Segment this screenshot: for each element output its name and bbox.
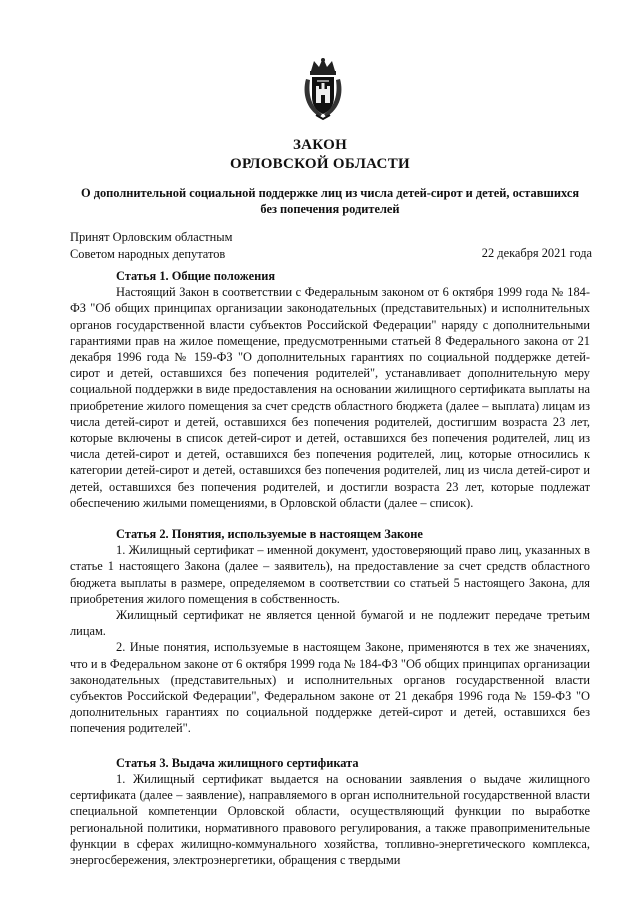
article-2-heading: Статья 2. Понятия, используемые в настоящем Законе [116,527,423,542]
adopted-by-line-1: Принят Орловским областным [70,230,233,244]
article-2-paragraph-1: 1. Жилищный сертификат – именной документ, удостоверяющий право лиц, указанных в статье 1 настоящего Закона (далее – заявитель), на предоставление за счет средств областного бюджета выплаты в размере, определяемом в соответствии со статьей 5 настоящего Закона, для приобретения жилого помещения в собственность. [70,543,590,606]
adoption-date: 22 декабря 2021 года [481,246,592,260]
region-title: ОРЛОВСКОЙ ОБЛАСТИ [230,156,410,172]
law-subject-title: О дополнительной социальной поддержке лиц из числа детей-сирот и детей, оставшихся без попечения родителей [80,186,580,216]
article-2-paragraph-2: Жилищный сертификат не является ценной бумагой и не подлежит передаче третьим лицам. [70,608,590,639]
coat-of-arms-emblem [302,57,344,121]
article-2-paragraph-3: 2. Иные понятия, используемые в настоящем Законе, применяются в тех же значениях, что и в Федеральном законе от 6 октября 1999 года № 184-ФЗ "Об общих принципах организации законодательных (представительных) и исполнительных органов государственной власти субъектов Российской Федерации", Федеральном законе от 21 декабря 1996 года № 159-ФЗ "О дополнительных гарантиях по социальной поддержке детей-сирот и детей, оставшихся без попечения родителей". [70,640,590,736]
article-1-heading: Статья 1. Общие положения [116,269,276,283]
document-type-title: ЗАКОН [292,137,348,153]
article-3-heading: Статья 3. Выдача жилищного сертификата [116,755,359,770]
article-1-paragraph: Настоящий Закон в соответствии с Федеральным законом от 6 октября 1999 года № 184-ФЗ "Об общих принципах организации законодательных (представительных) и исполнительных органов государственной власти субъектов Российской Федерации" наряду с дополнительными гарантиями прав на жилое помещение, предусмотренными статьей 8 Федерального закона от 21 декабря 1996 года № 159-ФЗ "О дополнительных гарантиях по социальной поддержке детей-сирот и детей, оставшихся без попечения родителей", устанавливает дополнительную меру социальной поддержки в виде предоставления на основании жилищного сертификата выплаты на приобретение жилого помещения за счет средств областного бюджета (далее – выплата) лицам из числа детей-сирот и детей, оставшихся без попечения родителей, достигшим возраста 23 лет, которые включены в список детей-сирот и детей, оставшихся без попечения родителей, лиц из числа детей-сирот и детей, оставшихся без попечения родителей, лиц, которые относились к категории детей-сирот и детей, оставшихся без попечения родителей, лиц из числа детей-сирот и детей, оставшихся без попечения родителей, и достигли возраста 23 лет, которые подлежат обеспечению жилыми помещениями, в Орловской области (далее – список). [70,285,590,510]
law-body [70,268,590,868]
adopted-by-line-2: Советом народных депутатов [70,247,226,261]
article-3-paragraph-1: 1. Жилищный сертификат выдается на основании заявления о выдаче жилищного сертификата (далее – заявление), направляемого в орган исполнительной государственной власти специальной компетенции Орловской области, осуществляющий функции по выработке региональной политики, нормативного правового регулирования, а также правоприменительные функции в сферах жилищно-коммунального хозяйства, топливно-энергетического комплекса, энергосбережения, электроэнергетики, обращения с твердыми [70,771,590,867]
adopted-by-block [70,229,232,263]
